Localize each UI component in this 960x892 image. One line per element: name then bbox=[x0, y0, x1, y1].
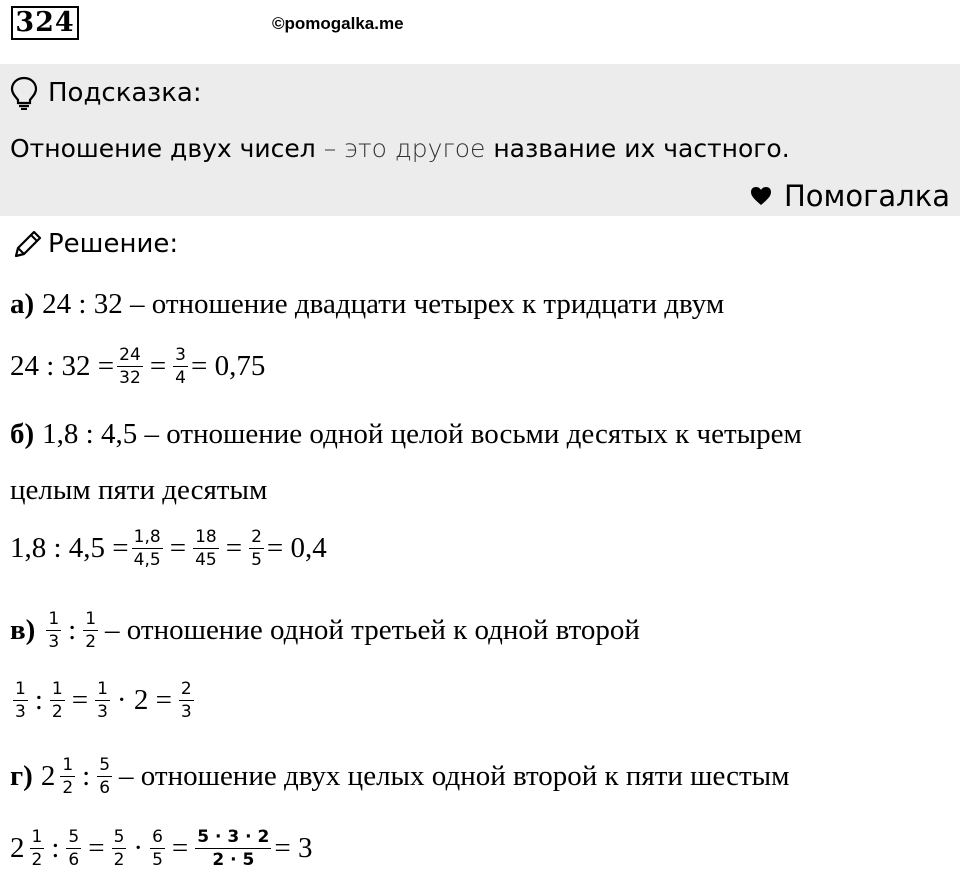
part-b-label: б) bbox=[10, 418, 35, 450]
numerator: 1 bbox=[97, 679, 108, 699]
denominator: 32 bbox=[119, 368, 141, 388]
denominator: 4,5 bbox=[133, 550, 161, 570]
numerator: 1 bbox=[62, 755, 74, 775]
numerator: 2 bbox=[180, 679, 192, 699]
hint-title: Подсказка: bbox=[48, 78, 202, 108]
multiply-sign: · bbox=[133, 832, 144, 864]
fraction bbox=[46, 610, 61, 651]
hint-text-connector: – это другое bbox=[315, 134, 494, 163]
hint-text-definition: название их частного. bbox=[493, 134, 790, 163]
denominator: 3 bbox=[48, 632, 60, 652]
brand-name: Помогалка bbox=[784, 179, 950, 213]
fraction bbox=[83, 610, 98, 651]
numerator: 24 bbox=[119, 345, 141, 365]
part-v-text: – отношение одной третьей к одной второй bbox=[105, 614, 640, 646]
hint-title-row bbox=[10, 76, 202, 110]
numerator: 5 · 3 · 2 bbox=[197, 827, 270, 847]
part-g-calculation bbox=[10, 828, 312, 869]
numerator: 1 bbox=[85, 609, 97, 629]
heart-icon bbox=[750, 186, 772, 206]
fraction bbox=[97, 756, 112, 797]
hint-panel bbox=[0, 64, 960, 216]
part-g-statement bbox=[10, 756, 789, 797]
denominator: 6 bbox=[99, 778, 111, 798]
denominator: 2 bbox=[62, 778, 74, 798]
solution-title: Решение: bbox=[48, 229, 179, 259]
equals-sign: = bbox=[169, 532, 187, 564]
whole-part: 2 bbox=[10, 832, 25, 864]
numerator: 1 bbox=[15, 679, 26, 699]
ratio-sign: : bbox=[68, 614, 77, 646]
denominator: 2 bbox=[113, 850, 125, 870]
denominator: 45 bbox=[195, 550, 217, 570]
brand bbox=[750, 179, 950, 213]
numerator: 18 bbox=[195, 527, 217, 547]
fraction bbox=[179, 680, 194, 721]
part-a-statement bbox=[10, 288, 724, 321]
part-v-label: в) bbox=[10, 614, 36, 646]
part-v-calculation bbox=[10, 680, 197, 721]
numerator: 1 bbox=[51, 679, 63, 699]
fraction bbox=[132, 528, 163, 569]
part-v-multiplier: · 2 = bbox=[116, 684, 172, 716]
part-g-text: – отношение двух целых одной второй к пяти шестым bbox=[119, 760, 790, 792]
fraction bbox=[60, 756, 75, 797]
part-b-calculation bbox=[10, 528, 327, 569]
denominator: 2 · 5 bbox=[212, 850, 255, 870]
fraction bbox=[50, 680, 65, 721]
numerator: 3 bbox=[175, 345, 186, 365]
numerator: 1 bbox=[48, 609, 60, 629]
part-g-result: = 3 bbox=[274, 832, 313, 864]
part-a-result: = 0,75 bbox=[191, 350, 266, 382]
numerator: 2 bbox=[251, 527, 262, 547]
fraction bbox=[173, 346, 188, 387]
fraction bbox=[95, 680, 110, 721]
denominator: 3 bbox=[180, 702, 192, 722]
fraction bbox=[193, 528, 219, 569]
hint-text bbox=[10, 134, 790, 163]
fraction bbox=[249, 528, 264, 569]
ratio-sign: : bbox=[82, 760, 91, 792]
fraction bbox=[117, 346, 143, 387]
fraction bbox=[66, 828, 81, 869]
part-b-result: = 0,4 bbox=[266, 532, 327, 564]
fraction bbox=[112, 828, 127, 869]
part-b-lhs: 1,8 : 4,5 = bbox=[10, 532, 129, 564]
lightbulb-icon bbox=[10, 76, 38, 110]
part-a-calculation bbox=[10, 346, 265, 387]
part-a-label: а) bbox=[10, 288, 35, 320]
fraction bbox=[150, 828, 165, 869]
fraction bbox=[195, 828, 271, 869]
denominator: 5 bbox=[152, 850, 163, 870]
denominator: 5 bbox=[251, 550, 262, 570]
solution-heading bbox=[12, 228, 178, 260]
numerator: 1 bbox=[31, 827, 43, 847]
part-b-statement bbox=[10, 418, 802, 451]
denominator: 6 bbox=[68, 850, 80, 870]
part-a-lhs: 24 : 32 = bbox=[10, 350, 115, 382]
numerator: 5 bbox=[99, 755, 111, 775]
equals-sign: = bbox=[88, 832, 105, 864]
fraction bbox=[30, 828, 45, 869]
denominator: 2 bbox=[51, 702, 63, 722]
numerator: 6 bbox=[152, 827, 163, 847]
denominator: 4 bbox=[175, 368, 186, 388]
part-a-text: 24 : 32 – отношение двадцати четырех к тридцати двум bbox=[42, 288, 725, 320]
equals-sign: = bbox=[149, 350, 167, 382]
part-g-label: г) bbox=[10, 760, 33, 792]
ratio-sign: : bbox=[51, 832, 60, 864]
denominator: 2 bbox=[31, 850, 43, 870]
copyright: ©pomogalka.me bbox=[272, 14, 404, 33]
task-number: 324 bbox=[11, 6, 79, 40]
pencil-icon bbox=[12, 228, 44, 260]
denominator: 3 bbox=[15, 702, 26, 722]
equals-sign: = bbox=[71, 684, 89, 716]
part-b-text: 1,8 : 4,5 – отношение одной целой восьми десятых к четырем bbox=[42, 418, 802, 450]
numerator: 5 bbox=[68, 827, 80, 847]
numerator: 1,8 bbox=[133, 527, 161, 547]
part-b-statement-continued bbox=[10, 474, 267, 507]
numerator: 5 bbox=[113, 827, 125, 847]
denominator: 2 bbox=[85, 632, 97, 652]
fraction bbox=[13, 680, 28, 721]
equals-sign: = bbox=[171, 832, 189, 864]
ratio-sign: : bbox=[34, 684, 43, 716]
whole-part: 2 bbox=[40, 760, 56, 792]
equals-sign: = bbox=[225, 532, 243, 564]
part-v-statement bbox=[10, 610, 640, 651]
hint-text-term: Отношение двух чисел bbox=[10, 134, 316, 163]
part-b-text-cont: целым пяти десятым bbox=[10, 474, 268, 506]
denominator: 3 bbox=[97, 702, 108, 722]
